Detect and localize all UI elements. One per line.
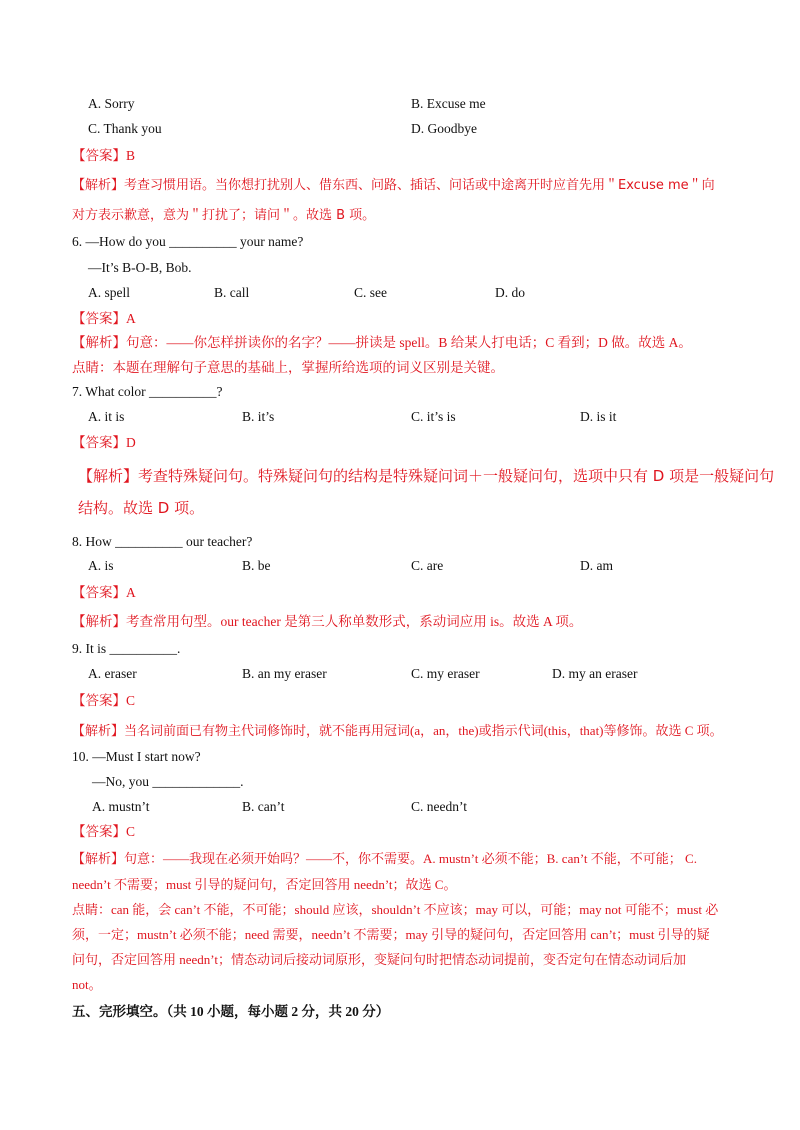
q6-answer: 【答案】A <box>72 311 136 326</box>
q10-note-line-3: 问句，否定回答用 needn’t；情态动词后接动词原形，变疑问句时把情态动词提前，变否定句在情态动词后加 <box>72 952 686 967</box>
q10-note-line-2: 须，一定；mustn’t 必须不能；need 需要，needn’t 不需要；may 引导的疑问句，否定回答用 can’t；must 引导的疑 <box>72 927 710 942</box>
q5-option-b: B. Excuse me <box>411 96 486 111</box>
q5-option-d: D. Goodbye <box>411 121 477 136</box>
q6-option-d: D. do <box>495 285 525 300</box>
q10-note-line-1: 点睛：can 能，会 can’t 不能，不可能；should 应该，shouldn’t 不应该；may 可以，可能；may not 可能不；must 必 <box>72 902 719 917</box>
q8-option-c: C. are <box>411 558 444 573</box>
q9-option-c: C. my eraser <box>411 666 480 681</box>
q7-analysis-line-2: 结构。故选 D 项。 <box>78 499 205 517</box>
q7-option-c: C. it’s is <box>411 409 456 424</box>
q8-option-a: A. is <box>88 558 114 573</box>
q10-analysis-line-2: needn’t 不需要；must 引导的疑问句，否定回答用 needn’t；故选 C。 <box>72 877 457 892</box>
q8-option-d: D. am <box>580 558 613 573</box>
q8-option-b: B. be <box>242 558 271 573</box>
q7-answer: 【答案】D <box>72 435 136 450</box>
q6-option-b: B. call <box>214 285 250 300</box>
q6-stem: 6. —How do you __________ your name? <box>72 234 304 249</box>
q6-note: 点睛：本题在理解句子意思的基础上，掌握所给选项的词义区别是关键。 <box>72 360 504 375</box>
q7-option-d: D. is it <box>580 409 617 424</box>
q5-answer: 【答案】B <box>72 148 136 163</box>
q5-option-c: C. Thank you <box>88 121 162 136</box>
q8-stem: 8. How __________ our teacher? <box>72 534 253 549</box>
q7-option-a: A. it is <box>88 409 125 424</box>
q10-analysis-line-1: 【解析】句意：——我现在必须开始吗？——不，你不需要。A. mustn’t 必须不能；B. can’t 不能，不可能； C. <box>72 851 697 866</box>
q10-stem-reply: —No, you _____________. <box>92 774 244 789</box>
section-title: 五、完形填空。（共 10 小题，每小题 2 分，共 20 分） <box>72 1004 390 1019</box>
q5-analysis-line-1: 【解析】考查习惯用语。当你想打扰别人、借东西、问路、插话、问话或中途离开时应首先用＂Excuse me＂向 <box>72 178 715 193</box>
q6-option-a: A. spell <box>88 285 130 300</box>
q10-note-line-4: not。 <box>72 977 102 992</box>
q9-stem: 9. It is __________. <box>72 641 181 656</box>
q7-option-b: B. it’s <box>242 409 275 424</box>
q5-analysis-line-2: 对方表示歉意，意为＂打扰了；请问＂。故选 B 项。 <box>72 208 376 223</box>
q8-analysis: 【解析】考查常用句型。our teacher 是第三人称单数形式，系动词应用 is。故选 A 项。 <box>72 614 583 629</box>
q6-stem-reply: —It’s B-O-B, Bob. <box>88 260 192 275</box>
q10-stem: 10. —Must I start now? <box>72 749 201 764</box>
q6-analysis-line-1: 【解析】句意：——你怎样拼读你的名字？——拼读是 spell。B 给某人打电话；C 看到；D 做。故选 A。 <box>72 335 692 350</box>
q9-option-d: D. my an eraser <box>552 666 638 681</box>
q10-option-a: A. mustn’t <box>92 799 150 814</box>
q5-option-a: A. Sorry <box>88 96 135 111</box>
q9-answer: 【答案】C <box>72 693 136 708</box>
q9-option-a: A. eraser <box>88 666 137 681</box>
q9-analysis: 【解析】当名词前面已有物主代词修饰时，就不能再用冠词(a，an，the)或指示代词(this，that)等修饰。故选 C 项。 <box>72 723 723 738</box>
q6-option-c: C. see <box>354 285 387 300</box>
q8-answer: 【答案】A <box>72 585 136 600</box>
q7-analysis-line-1: 【解析】考查特殊疑问句。特殊疑问句的结构是特殊疑问词＋一般疑问句，选项中只有 D 项是一般疑问句 <box>78 467 775 485</box>
q10-option-b: B. can’t <box>242 799 285 814</box>
q10-answer: 【答案】C <box>72 824 136 839</box>
q9-option-b: B. an my eraser <box>242 666 327 681</box>
q7-stem: 7. What color __________? <box>72 384 223 399</box>
q10-option-c: C. needn’t <box>411 799 467 814</box>
